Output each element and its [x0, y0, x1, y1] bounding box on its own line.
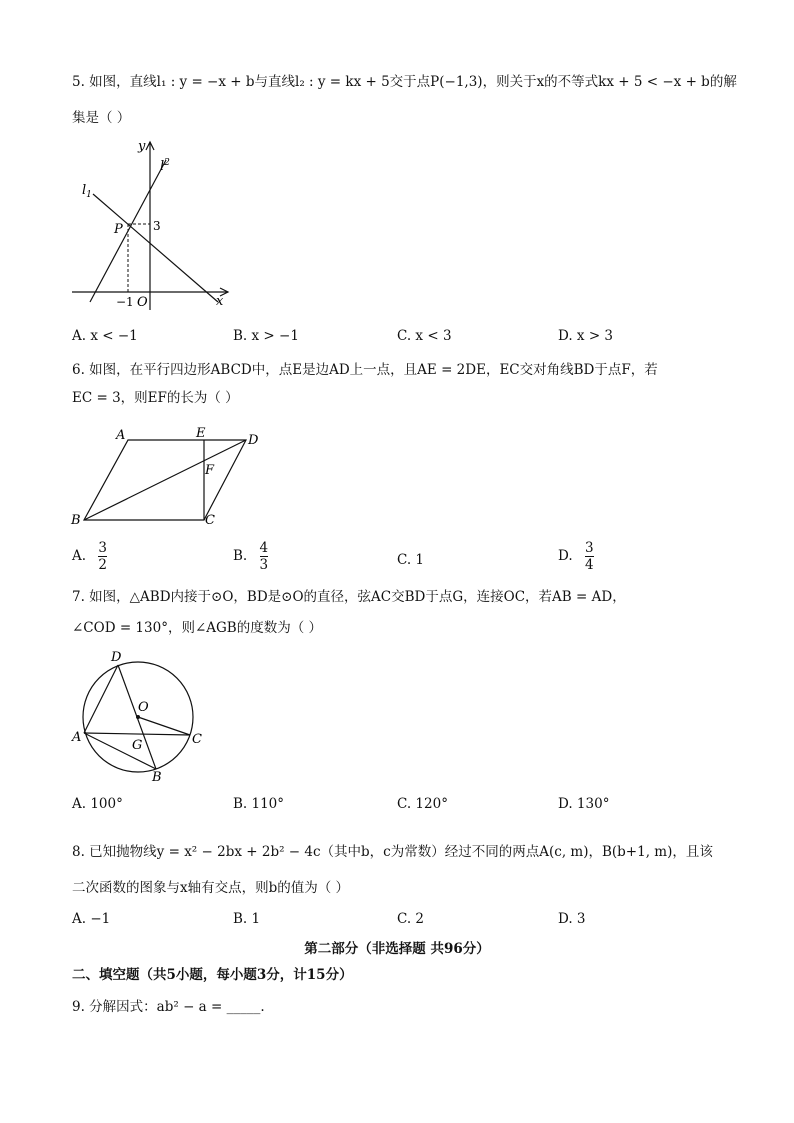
q6-option-b[interactable]: B. $\frac{4}{3}$ [233, 540, 269, 573]
label-three: 3 [153, 219, 161, 233]
q7-option-d[interactable]: D. 130° [558, 796, 610, 812]
q7-figure [66, 645, 226, 785]
segment-oc [138, 717, 190, 735]
q5-option-a[interactable]: A. x < −1 [72, 328, 138, 344]
label-y: y [138, 139, 146, 154]
line-l1 [93, 194, 218, 302]
q8-option-a[interactable]: A. −1 [72, 911, 111, 927]
q7-option-c[interactable]: C. 120° [397, 796, 448, 812]
part-two-heading: 第二部分（非选择题 共96分） [304, 941, 490, 957]
q5-option-b[interactable]: B. x > −1 [233, 328, 299, 344]
chord-ac [84, 733, 190, 735]
q8-stem-line1: 8. 已知抛物线y = x² − 2bx + 2b² − 4c（其中b，c为常数）经过不同的两点A(c, m)，B(b+1, m)，且该 [72, 844, 713, 860]
fraction: $\frac{3}{2}$ [98, 540, 107, 573]
q6-stem-line1: 6. 如图，在平行四边形ABCD中，点E是边AD上一点，且AE = 2DE，EC交对角线BD于点F，若 [72, 362, 658, 378]
q8-option-b[interactable]: B. 1 [233, 911, 261, 927]
section-two-heading: 二、填空题（共5小题，每小题3分，计15分） [72, 967, 353, 983]
segment-ad [84, 665, 118, 733]
label-x: x [216, 294, 224, 309]
fraction: $\frac{3}{4}$ [584, 540, 594, 573]
q9-stem: 9. 分解因式：ab² − a = _____. [72, 999, 265, 1015]
q6-option-c[interactable]: C. 1 [397, 552, 425, 568]
label-l2: $l^2$ [160, 158, 170, 174]
label-C: C [205, 513, 215, 528]
diagonal-bd [84, 440, 246, 520]
q5-option-c[interactable]: C. x < 3 [397, 328, 452, 344]
label-O: O [137, 295, 148, 310]
q8-option-d[interactable]: D. 3 [558, 911, 586, 927]
q6-option-d[interactable]: D. $\frac{3}{4}$ [558, 540, 594, 573]
q6-stem-line2: EC = 3，则EF的长为（ ） [72, 390, 239, 406]
q5-option-d[interactable]: D. x > 3 [558, 328, 614, 344]
label-P: P [114, 222, 123, 237]
label-C: C [192, 732, 202, 747]
q7-option-a[interactable]: A. 100° [72, 796, 123, 812]
q7-option-b[interactable]: B. 110° [233, 796, 285, 812]
q6-option-a[interactable]: A. $\frac{3}{2}$ [72, 540, 107, 573]
label-B: B [152, 770, 162, 785]
label-D: D [248, 433, 259, 448]
q6-figure [66, 422, 276, 532]
label-l1: $l_1$ [82, 183, 92, 200]
q8-option-c[interactable]: C. 2 [397, 911, 425, 927]
label-D: D [111, 650, 122, 665]
q5-figure [60, 132, 240, 312]
label-A: A [72, 730, 82, 745]
q5-stem-line2: 集是（ ） [72, 110, 131, 126]
label-O: O [138, 700, 149, 715]
label-F: F [205, 463, 215, 478]
fraction: $\frac{4}{3}$ [259, 540, 269, 573]
label-A: A [116, 428, 126, 443]
label-B: B [71, 513, 81, 528]
q5-stem-line1: 5. 如图，直线l₁ : y = −x + b与直线l₂ : y = kx + 5交于点P(−1,3)，则关于x的不等式kx + 5 < −x + b的解 [72, 74, 737, 90]
center-dot [136, 715, 140, 719]
q7-stem-line1: 7. 如图，△ABD内接于⊙O，BD是⊙O的直径，弦AC交BD于点G，连接OC，若AB = AD， [72, 589, 626, 605]
label-neg1: −1 [116, 295, 134, 309]
q8-stem-line2: 二次函数的图象与x轴有交点，则b的值为（ ） [72, 880, 350, 896]
q7-stem-line2: ∠COD = 130°，则∠AGB的度数为（ ） [72, 620, 323, 636]
label-G: G [132, 738, 143, 753]
label-E: E [196, 426, 206, 441]
